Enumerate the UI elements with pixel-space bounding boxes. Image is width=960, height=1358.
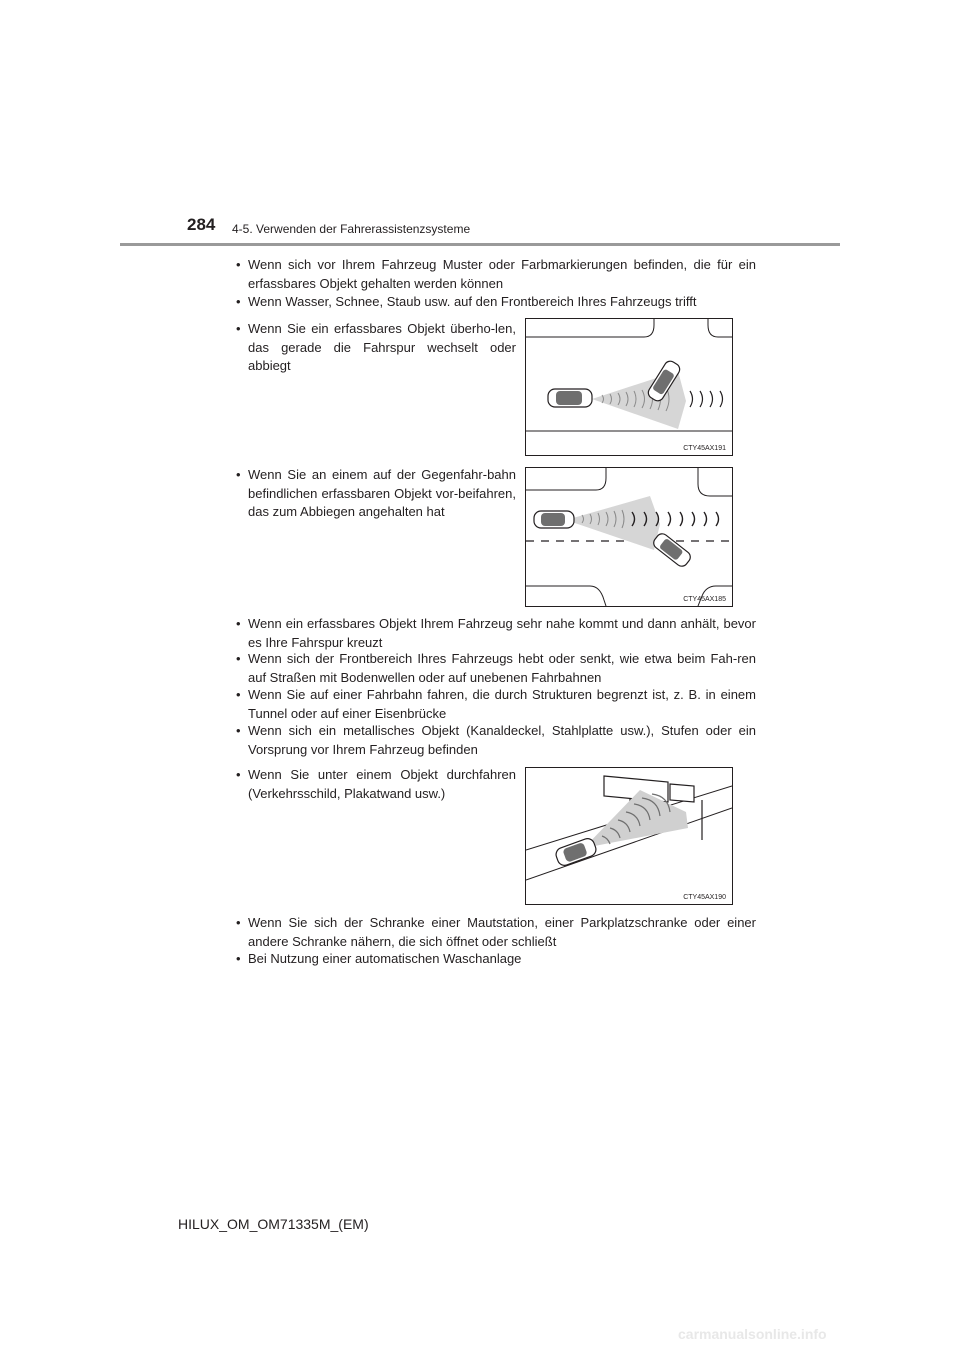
figure-caption-bullet: • Wenn Sie ein erfassbares Objekt überho-len, das gerade die Fahrspur wechselt oder abbiegt — [236, 320, 516, 376]
bullet-item: • Wenn Sie auf einer Fahrbahn fahren, die durch Strukturen begrenzt ist, z. B. in einem Tunnel oder auf einer Eisenbrücke — [236, 686, 756, 723]
bullet-item: • Wenn sich der Frontbereich Ihres Fahrzeugs hebt oder senkt, wie etwa beim Fah-ren auf Straßen mit Bodenwellen oder auf unebenen Fahrbahnen — [236, 650, 756, 687]
bullet-item: • Wenn ein erfassbares Objekt Ihrem Fahrzeug sehr nahe kommt und dann anhält, bevor es Ihre Fahrspur kreuzt — [236, 615, 756, 652]
bullet-item: • Wenn sich vor Ihrem Fahrzeug Muster oder Farbmarkierungen befinden, die für ein erfassbares Objekt gehalten werden können — [236, 256, 756, 293]
figure-code: CTY45AX190 — [683, 894, 726, 901]
header-divider — [120, 243, 840, 246]
bullet-item: • Wenn sich ein metallisches Objekt (Kanaldeckel, Stahlplatte usw.), Stufen oder ein Vorsprung vor Ihrem Fahrzeug befinden — [236, 722, 756, 759]
watermark: carmanualsonline.info — [678, 1326, 827, 1342]
figure-caption-bullet: • Wenn Sie an einem auf der Gegenfahr-bahn befindlichen erfassbaren Objekt vor-beifahren, das zum Abbiegen angehalten hat — [236, 466, 516, 522]
figure-oncoming-turning — [525, 467, 733, 607]
figure-overtaking-lane-change — [525, 318, 733, 456]
figure-caption-bullet: • Wenn Sie unter einem Objekt durchfahren (Verkehrsschild, Plakatwand usw.) — [236, 766, 516, 803]
oncoming-illustration — [526, 468, 732, 606]
section-title: 4-5. Verwenden der Fahrerassistenzsysteme — [232, 222, 471, 236]
figure-code: CTY45AX191 — [683, 445, 726, 452]
overtaking-illustration — [526, 319, 732, 455]
bullet-item: • Wenn Sie sich der Schranke einer Mautstation, einer Parkplatzschranke oder einer andere Schranke nähern, die sich öffnet oder schließt — [236, 914, 756, 951]
figure-code: CTY45AX185 — [683, 596, 726, 603]
figure-sign-overhead — [525, 767, 733, 905]
bullet-item: • Wenn Wasser, Schnee, Staub usw. auf den Frontbereich Ihres Fahrzeugs trifft — [236, 293, 756, 312]
document-code: HILUX_OM_OM71335M_(EM) — [178, 1216, 369, 1232]
overhead-sign-illustration — [526, 768, 732, 904]
page-number: 284 — [187, 215, 216, 234]
bullet-item: • Bei Nutzung einer automatischen Waschanlage — [236, 950, 756, 969]
